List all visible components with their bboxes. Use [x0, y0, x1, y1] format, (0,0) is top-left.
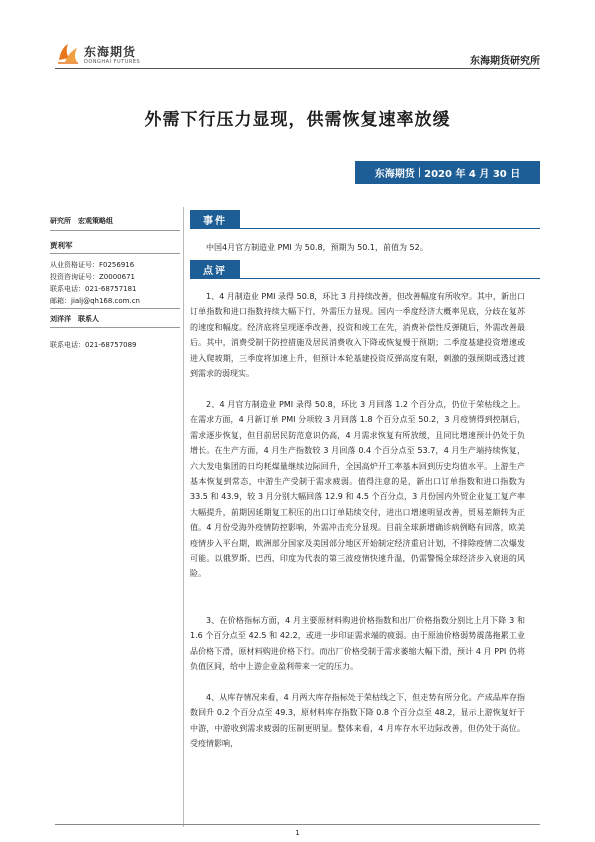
- analyst-cert: 从业资格证号：F0256916: [50, 261, 135, 269]
- section-comment-rule: [190, 278, 540, 279]
- column-divider: [183, 207, 184, 827]
- paragraph-2: 2、4 月官方制造业 PMI 录得 50.8，环比 3 月回落 1.2 个百分点，仍位于荣枯线之上。在需求方面，4 月新订单 PMI 分项较 3 月回落 1.8 个百分点至 50.2，3 月疫情得到控制后，需求逐步恢复，但目前居民防范意识仍高，4 月需求恢复有所放缓，且同比增速预计仍处于负增长。在生产方面，4 月生产指数较 3 月回落 0.4 个百分点至 53.7，4 月生产端持续恢复，六大发电集团的日均耗煤量继续边际回升，全国高炉开工率基本回到历史均值水平。上游生产基本恢复到常态，中游生产受制于需求疲弱。值得注意的是，新出口订单指数和进口指数为 33.5 和 43.9，较 3 月分别大幅回落 12.9 和 4.5 个百分点，3 月份国内外贸企业复工复产率大幅提升，前期因延期复工积压的出口订单陆续交付，进出口增速明显改善，贸易差额转为正值。4 月份受海外疫情防控影响，外需冲击充分显现。目前全球新增确诊病例略有回落，欧美疫情步入平台期，欧洲部分国家及美国部分地区开始制定经济重启计划，不排除疫情二次爆发可能。以俄罗斯、巴西、印度为代表的第三波疫情快速升温，仍需警惕全球经济步入衰退的风险。: [190, 400, 525, 579]
- date-banner: [355, 161, 540, 184]
- footer-divider: [55, 824, 540, 825]
- paragraph-1: 1、4 月制造业 PMI 录得 50.8，环比 3 月持续改善，但改善幅度有所收窄。其中，新出口订单指数和进口指数持续大幅下行，外需压力显现。国内一季度经济大概率见底，分歧在复苏的速度和幅度。经济底将呈现逐季改善，投资和竣工在先，消费补偿性反弹随后，外需改善最后。其中，消费受制于防控措施及居民消费收入下降或恢复慢于预期；二季度基建投资增速或进入爬坡期，三季度将加速上升，但预计本轮基建投资反弹高度有限，刺激的强预期或透过渡到需求的弱现实。: [190, 292, 525, 379]
- paragraph-4: 4、从库存情况来看，4 月两大库存指标处于荣枯线之下，但走势有所分化。产成品库存指数回升 0.2 个百分点至 49.3，原材料库存指数下降 0.8 个百分点至 48.2，显示上游恢复好于中游，中游收到需求疲弱的压制更明显。整体来看，4 月库存水平边际改善，但仍处于高位。受疫情影响，: [190, 693, 525, 749]
- sidebar-divider: [50, 308, 180, 309]
- analyst-phone: 联系电话：021-68757181: [50, 285, 137, 293]
- event-text: 中国4月官方制造业 PMI 为 50.8，预期为 50.1，前值为 52。: [206, 243, 428, 252]
- donghai-logo-icon: [55, 40, 81, 66]
- section-comment-tab: 点评: [190, 260, 240, 278]
- banner-date: 2020 年 4 月 30 日: [424, 169, 521, 180]
- analyst-name: 贾利军: [50, 241, 73, 250]
- banner-separator: |: [417, 167, 422, 178]
- sidebar-divider: [50, 230, 180, 231]
- section-event-tab: 事件: [190, 210, 240, 228]
- contact-phone: 联系电话：021-68757089: [50, 341, 137, 349]
- page-number: 1: [295, 829, 300, 837]
- analyst-email[interactable]: 邮箱：jialj@qh168.com.cn: [50, 297, 140, 305]
- header-divider: [55, 68, 540, 69]
- report-title: 外需下行压力显现，供需恢复速率放缓: [144, 110, 451, 130]
- analyst-advisory-cert: 投资咨询证号：Z0000671: [50, 273, 135, 281]
- contact-title: 刘洋洋 联系人: [50, 315, 99, 323]
- header-institute: 东海期货研究所: [470, 56, 540, 67]
- section-event-rule: [190, 228, 540, 229]
- sidebar-divider: [50, 327, 180, 328]
- logo-subtext: DONGHAI FUTURES: [84, 59, 141, 65]
- logo-text: 东海期货: [84, 45, 137, 59]
- banner-company: 东海期货: [374, 169, 415, 180]
- team-label: 研究所 宏观策略组: [50, 217, 113, 225]
- paragraph-3: 3、在价格指标方面，4 月主要原材料购进价格指数和出厂价格指数分别比上月下降 3 和 1.6 个百分点至 42.5 和 42.2，或进一步印证需求端的疲弱。由于原油价格弱势震荡拖累工业品价格下滑，原材料购进价格下行。而出厂价格受制于需求萎缩大幅下滑，预计 4 月 PPI 仍将负值区间，给中上游企业盈利带来一定的压力。: [190, 616, 525, 672]
- sidebar-divider: [50, 253, 180, 254]
